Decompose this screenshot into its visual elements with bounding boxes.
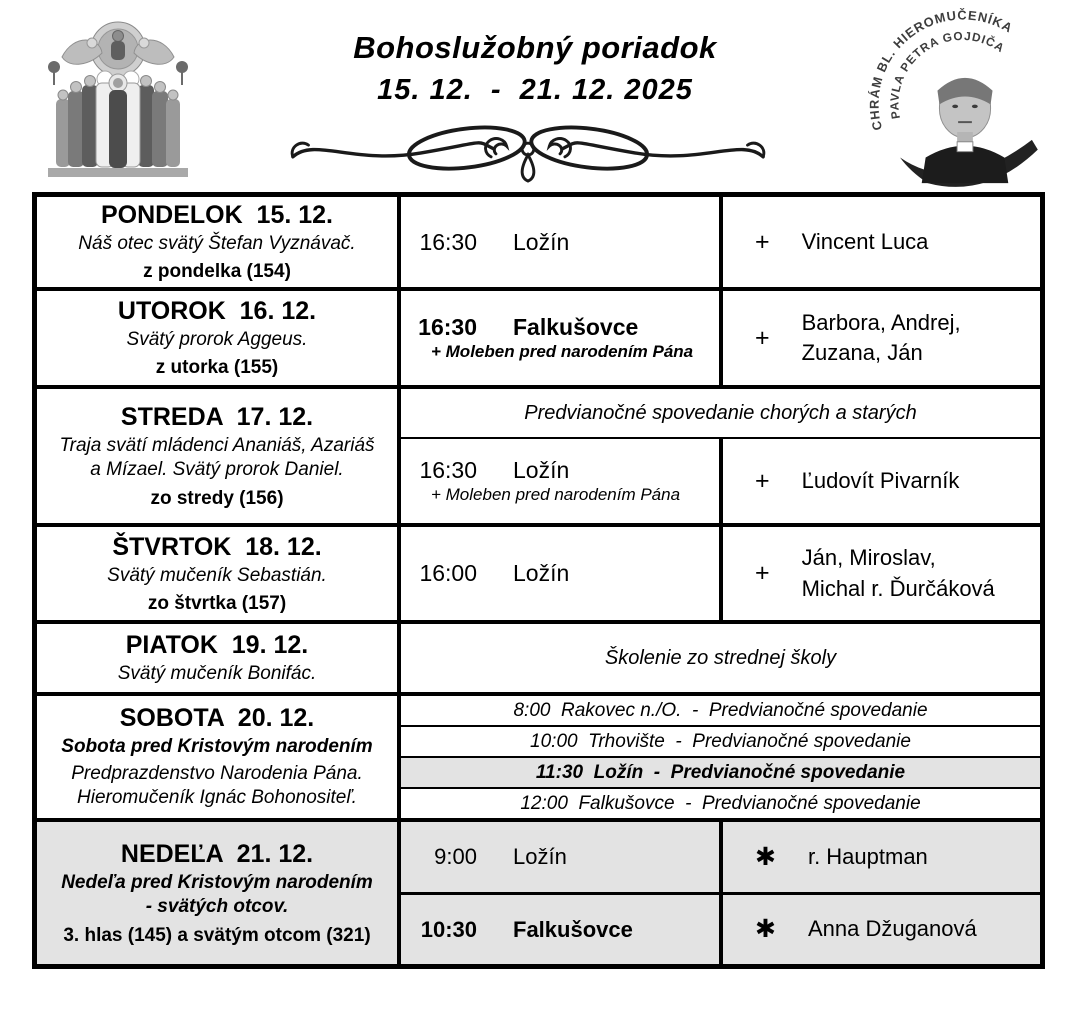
service-place: Ložín (513, 228, 570, 255)
row-streda (37, 385, 1040, 523)
day-cell (37, 624, 401, 692)
day-title: PIATOK 19. 12. (125, 630, 309, 659)
row-nedela (37, 818, 1040, 964)
banner-confession-sick: Predvianočné spovedanie chorých a starých (401, 389, 1040, 439)
service-place: Ložín (513, 844, 567, 870)
living-symbol: ✱ (755, 842, 776, 871)
service-place: Falkušovce (513, 314, 639, 341)
service-note: + Moleben pred narodením Pána (431, 342, 694, 362)
schedule-table (32, 192, 1045, 969)
intention-names: Barbora, Andrej, Zuzana, Ján (801, 309, 961, 366)
confession-schedule (401, 696, 1040, 818)
intention-cell (723, 822, 1040, 892)
deceased-symbol: + (755, 559, 770, 588)
feast-text: Náš otec svätý Štefan Vyznávač. (78, 233, 356, 254)
day-cell (37, 291, 401, 385)
ascension-icon (34, 12, 202, 186)
intention-cell (723, 439, 1040, 523)
services-area (401, 197, 1040, 287)
liturgy-ref: z utorka (155) (155, 357, 279, 379)
feast-text: Svätý mučeník Sebastián. (107, 564, 327, 586)
parish-logo (864, 8, 1066, 190)
service-cell (401, 527, 723, 620)
feast-text: Traja svätí mládenci Ananiáš, Azariáš a Mízael. Svätý prorok Daniel. (59, 435, 375, 481)
row-pondelok (37, 197, 1040, 287)
banner-school-training: Školenie zo strednej školy (604, 646, 837, 669)
day-cell (37, 696, 401, 818)
row-piatok (37, 620, 1040, 692)
service-place: Ložín (513, 560, 570, 587)
deceased-symbol: + (755, 323, 770, 352)
deceased-symbol: + (755, 466, 770, 495)
liturgy-ref: z pondelka (154) (143, 261, 291, 283)
intention-names: Anna Džuganová (807, 916, 977, 942)
service-cell (401, 291, 723, 385)
liturgy-ref: 3. hlas (145) a svätým otcom (321) (63, 924, 371, 946)
service-place: Falkušovce (513, 916, 633, 942)
day-title: NEDEĽA 21. 12. (120, 840, 314, 868)
service-time: 10:30 (420, 916, 477, 942)
header-title-block (252, 30, 818, 107)
logo-arc-bottom-text: PAVLA PETRA GOJDIČA (887, 28, 1008, 121)
service-cell (401, 822, 723, 892)
intention-cell (723, 895, 1040, 965)
day-title: STREDA 17. 12. (120, 403, 314, 431)
services-area (401, 389, 1040, 523)
day-title: ŠTVRTOK 18. 12. (112, 532, 322, 561)
service-cell (401, 197, 723, 287)
service-time: 16:00 (419, 560, 477, 587)
intention-cell (723, 527, 1040, 620)
day-subtitle: Nedeľa pred Kristovým narodením - svätých otcov. (61, 872, 373, 918)
intention-cell (723, 197, 1040, 287)
row-utorok (37, 287, 1040, 385)
services-area (401, 527, 1040, 620)
services-area (401, 822, 1040, 964)
feast-text: Svätý mučeník Bonifác. (117, 662, 317, 684)
confession-event: 8:00 Rakovec n./O. - Predvianočné spovedanie (513, 699, 928, 721)
page-title: Bohoslužobný poriadok (353, 30, 717, 65)
confession-event-highlighted: 11:30 Ložín - Predvianočné spovedanie (401, 756, 1040, 787)
services-area (401, 624, 1040, 692)
deceased-symbol: + (755, 227, 770, 256)
intention-names: Vincent Luca (801, 228, 929, 254)
day-cell (37, 527, 401, 620)
service-time: 16:30 (419, 457, 477, 484)
day-subtitle: Sobota pred Kristovým narodením (61, 736, 373, 758)
service-time: 9:00 (434, 844, 477, 870)
liturgy-ref: zo štvrtka (157) (147, 592, 287, 614)
calligraphic-divider-icon (282, 116, 774, 184)
logo-arc-top-text: CHRÁM BL. HIEROMUČENÍKA (866, 8, 1016, 132)
day-cell (37, 197, 401, 287)
intention-names: Ján, Miroslav, Michal r. Ďurčáková (801, 545, 995, 601)
confession-event: 12:00 Falkušovce - Predvianočné spovedanie (401, 787, 1040, 818)
row-sobota (37, 692, 1040, 818)
day-cell (37, 822, 401, 964)
gojdic-portrait (900, 78, 1038, 187)
intention-names: Ľudovít Pivarník (801, 467, 960, 493)
day-title: PONDELOK 15. 12. (100, 201, 334, 229)
services-area (401, 291, 1040, 385)
day-title: UTOROK 16. 12. (117, 297, 317, 326)
date-range: 15. 12. - 21. 12. 2025 (377, 74, 693, 106)
intention-names: r. Hauptman (807, 843, 928, 869)
service-time: 16:30 (418, 314, 477, 341)
intention-cell (723, 291, 1040, 385)
day-cell (37, 389, 401, 523)
liturgy-ref: zo stredy (156) (150, 487, 284, 509)
service-time: 16:30 (419, 228, 477, 255)
feast-text: Predprazdenstvo Narodenia Pána. Hieromučeník Ignác Bohonositeľ. (71, 762, 363, 808)
living-symbol: ✱ (755, 915, 776, 944)
confession-event: 10:00 Trhovište - Predvianočné spovedanie (401, 725, 1040, 756)
service-cell (401, 439, 723, 523)
service-place: Ložín (513, 457, 570, 484)
feast-text: Svätý prorok Aggeus. (126, 329, 308, 351)
day-title: SOBOTA 20. 12. (119, 704, 315, 733)
service-note: + Moleben pred narodením Pána (431, 485, 681, 505)
service-cell (401, 895, 723, 965)
row-stvrtok (37, 523, 1040, 620)
